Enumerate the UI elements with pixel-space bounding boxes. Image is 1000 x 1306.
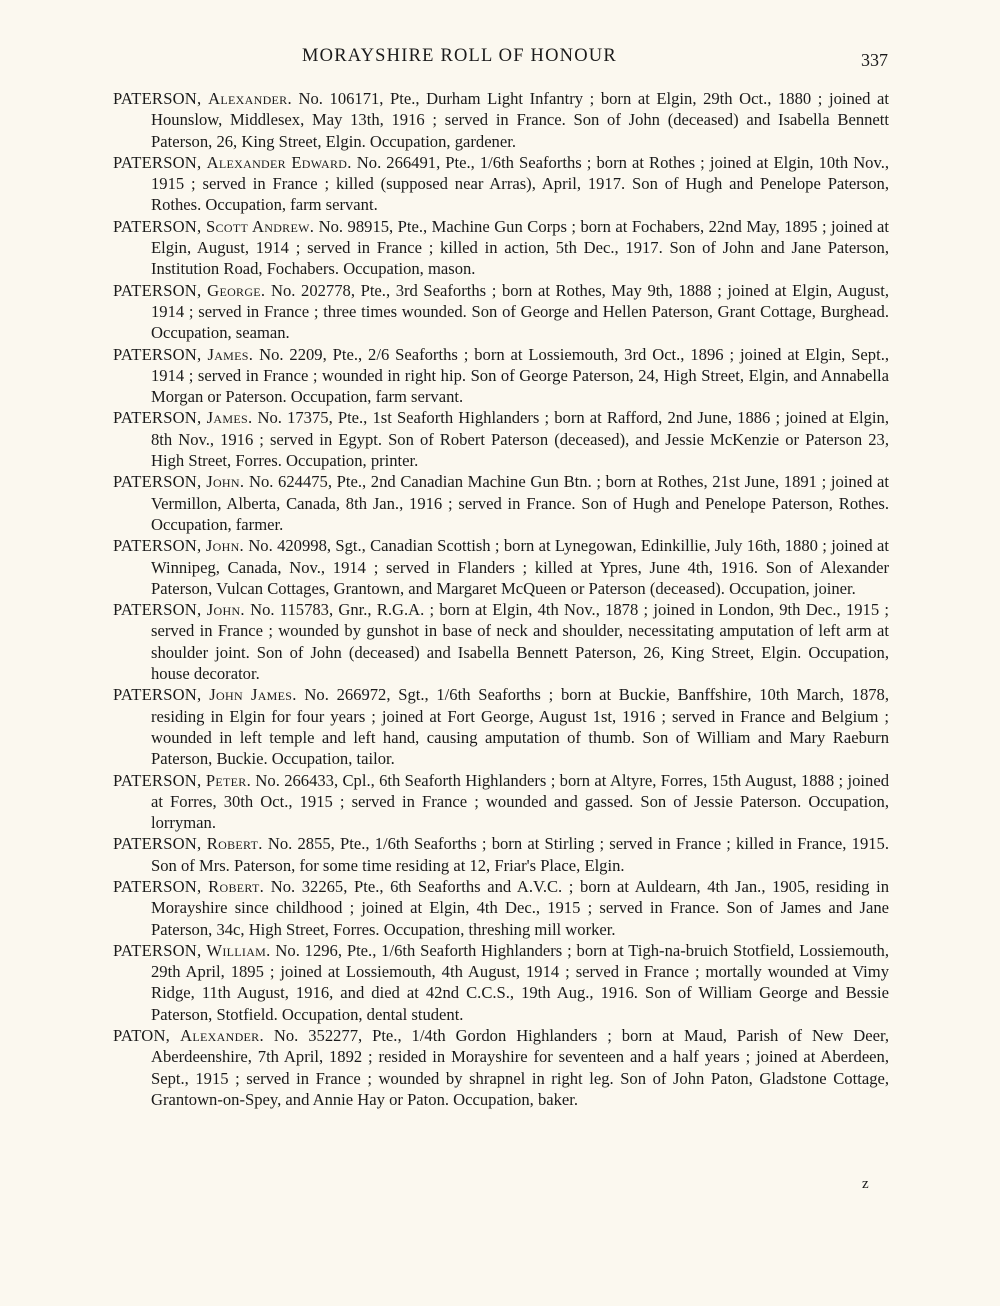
entry-surname: PATERSON, xyxy=(113,408,207,428)
entry-forenames: Peter. xyxy=(205,770,252,790)
entry-forenames: John. xyxy=(205,536,244,556)
entry-details: No. 266491, Pte., 1/6th Seaforths ; born at Rothes ; joined at Elgin, 10th Nov., 1915 ; served in France ; killed (supposed near Arras), April, 1917. Son of Hugh and Penelope Paterson, Rothes. Occupation, farm servant. xyxy=(151,152,889,215)
roll-entry xyxy=(113,770,889,834)
roll-entry xyxy=(113,216,889,280)
entry-surname: PATERSON, xyxy=(113,940,207,960)
entry-surname: PATERSON, xyxy=(113,216,207,236)
entry-surname: PATERSON, xyxy=(113,152,207,172)
entry-surname: PATERSON, xyxy=(113,344,208,364)
entry-forenames: James. xyxy=(207,344,254,364)
entry-surname: PATERSON, xyxy=(113,600,207,620)
entry-forenames: William. xyxy=(206,940,271,960)
roll-entry xyxy=(113,344,889,408)
entry-surname: PATERSON, xyxy=(113,536,206,556)
entry-surname: PATERSON, xyxy=(113,685,210,705)
entry-forenames: Alexander. xyxy=(208,89,292,108)
entry-surname: PATERSON, xyxy=(113,472,207,492)
entry-surname: PATERSON, xyxy=(113,876,209,896)
roll-entry xyxy=(113,1025,889,1110)
entry-surname: PATERSON, xyxy=(113,89,209,108)
roll-entry xyxy=(113,152,889,216)
entry-details: No. 202778, Pte., 3rd Seaforths ; born at Rothes, May 9th, 1888 ; joined at Elgin, August, 1914 ; served in France ; three times wounded. Son of George and Hellen Paterson, Grant Cottage, Burghead. Occupation, seaman. xyxy=(151,280,889,343)
entry-forenames: Alexander Edward. xyxy=(206,152,352,172)
entry-details: No. 266972, Sgt., 1/6th Seaforths ; born at Buckie, Banffshire, 10th March, 1878, residing in Elgin for four years ; joined at Fort George, August 1st, 1916 ; served in France and Belgium ; wounded in left temple and left hand, causing amputation of thumb. Son of William and Mary Raeburn Paterson, Buckie. Occupation, tailor. xyxy=(151,685,889,769)
entry-surname: PATERSON, xyxy=(113,770,206,790)
entry-details: No. 115783, Gnr., R.G.A. ; born at Elgin, 4th Nov., 1878 ; joined in London, 9th Dec., 1915 ; served in France ; wounded by gunshot in base of neck and shoulder, necessitating amputation of left arm at shoulder joint. Son of John (deceased) and Isabella Bennett Paterson, 26, King Street, Elgin. Occupation, house decorator. xyxy=(151,600,889,684)
page-title: MORAYSHIRE ROLL OF HONOUR xyxy=(302,46,617,66)
entry-details: No. 624475, Pte., 2nd Canadian Machine Gun Btn. ; born at Rothes, 21st June, 1891 ; joined at Vermillon, Alberta, Canada, 8th Jan., 1916 ; served in France. Son of Hugh and Penelope Paterson, Rothes. Occupation, farmer. xyxy=(151,472,890,534)
roll-of-honour-entries xyxy=(113,88,889,1110)
roll-entry xyxy=(113,876,889,940)
entry-details: No. 98915, Pte., Machine Gun Corps ; born at Fochabers, 22nd May, 1895 ; joined at Elgin, August, 1914 ; served in France ; killed in action, 5th Dec., 1917. Son of John and Jane Paterson, Institution Road, Fochabers. Occupation, mason. xyxy=(151,216,889,279)
entry-details: No. 266433, Cpl., 6th Seaforth Highlanders ; born at Altyre, Forres, 15th August, 1888 ; joined at Forres, 30th Oct., 1915 ; served in France ; wounded and gassed. Son of Jessie Paterson. Occupation, lorryman. xyxy=(151,770,889,833)
roll-entry xyxy=(113,88,889,152)
entry-details: No. 2855, Pte., 1/6th Seaforths ; born at Stirling ; served in France ; killed in France, 1915. Son of Mrs. Paterson, for some time residing at 12, Friar's Place, Elgin. xyxy=(151,834,889,875)
entry-surname: PATERSON, xyxy=(113,280,208,300)
roll-entry xyxy=(113,940,889,1025)
roll-entry xyxy=(113,407,889,471)
entry-details: No. 1296, Pte., 1/6th Seaforth Highlanders ; born at Tigh-na-bruich Stotfield, Lossiemouth, 29th April, 1895 ; joined at Lossiemouth, 4th August, 1914 ; served in France ; mortally wounded at Vimy Ridge, 11th August, 1916, and died at 42nd C.C.S., 19th Aug., 1916. Son of William George and Bessie Paterson, Stotfield. Occupation, dental student. xyxy=(151,940,889,1024)
running-head xyxy=(0,46,1000,72)
entry-surname: PATON, xyxy=(113,1026,181,1046)
entry-forenames: James. xyxy=(206,408,253,428)
entry-details: No. 352277, Pte., 1/4th Gordon Highlanders ; born at Maud, Parish of New Deer, Aberdeenshire, 7th April, 1892 ; resided in Morayshire for seventeen and a half years ; joined at Aberdeen, Sept., 1915 ; served in France ; wounded by shrapnel in right leg. Son of John Paton, Gladstone Cottage, Grantown-on-Spey, and Annie Hay or Paton. Occupation, baker. xyxy=(151,1026,889,1109)
entry-forenames: Alexander. xyxy=(180,1026,264,1046)
entry-forenames: Robert. xyxy=(206,834,263,854)
roll-entry xyxy=(113,280,889,344)
entry-forenames: John. xyxy=(206,472,245,492)
entry-forenames: George. xyxy=(207,280,266,300)
roll-entry xyxy=(113,833,889,876)
entry-details: No. 17375, Pte., 1st Seaforth Highlanders ; born at Rafford, 2nd June, 1886 ; joined at Elgin, 8th Nov., 1916 ; served in Egypt. Son of Robert Paterson (deceased), and Jessie McKenzie or Paterson 23, High Street, Forres. Occupation, printer. xyxy=(151,408,889,471)
roll-entry xyxy=(113,599,889,684)
roll-entry xyxy=(113,535,889,599)
entry-forenames: Robert. xyxy=(208,876,265,896)
entry-details: No. 32265, Pte., 6th Seaforths and A.V.C. ; born at Auldearn, 4th Jan., 1905, residing in Morayshire since childhood ; joined at Elgin, 4th Dec., 1915 ; served in France. Son of James and Jane Paterson, 34c, High Street, Forres. Occupation, threshing mill worker. xyxy=(151,876,890,939)
entry-details: No. 2209, Pte., 2/6 Seaforths ; born at Lossiemouth, 3rd Oct., 1896 ; joined at Elgin, Sept., 1914 ; served in France ; wounded in right hip. Son of George Paterson, 24, High Street, Elgin, and Annabella Morgan or Paterson. Occupation, farm servant. xyxy=(151,344,889,407)
roll-entry xyxy=(113,471,889,535)
page-number: 337 xyxy=(861,50,888,70)
entry-details: No. 420998, Sgt., Canadian Scottish ; born at Lynegowan, Edinkillie, July 16th, 1880 ; joined at Winnipeg, Canada, Nov., 1914 ; served in Flanders ; killed at Ypres, June 4th, 1916. Son of Alexander Paterson, Vulcan Cottages, Grantown, and Margaret McQueen or Paterson (deceased). Occupation, joiner. xyxy=(151,536,889,598)
entry-details: No. 106171, Pte., Durham Light Infantry ; born at Elgin, 29th Oct., 1880 ; joined at Hounslow, Middlesex, May 13th, 1916 ; served in France. Son of John (deceased) and Isabella Bennett Paterson, 26, King Street, Elgin. Occupation, gardener. xyxy=(151,89,889,151)
entry-forenames: John. xyxy=(206,600,245,620)
roll-entry xyxy=(113,684,889,769)
entry-forenames: John James. xyxy=(209,685,297,705)
entry-surname: PATERSON, xyxy=(113,834,207,854)
signature-mark: z xyxy=(862,1176,869,1192)
entry-forenames: Scott Andrew. xyxy=(206,216,315,236)
